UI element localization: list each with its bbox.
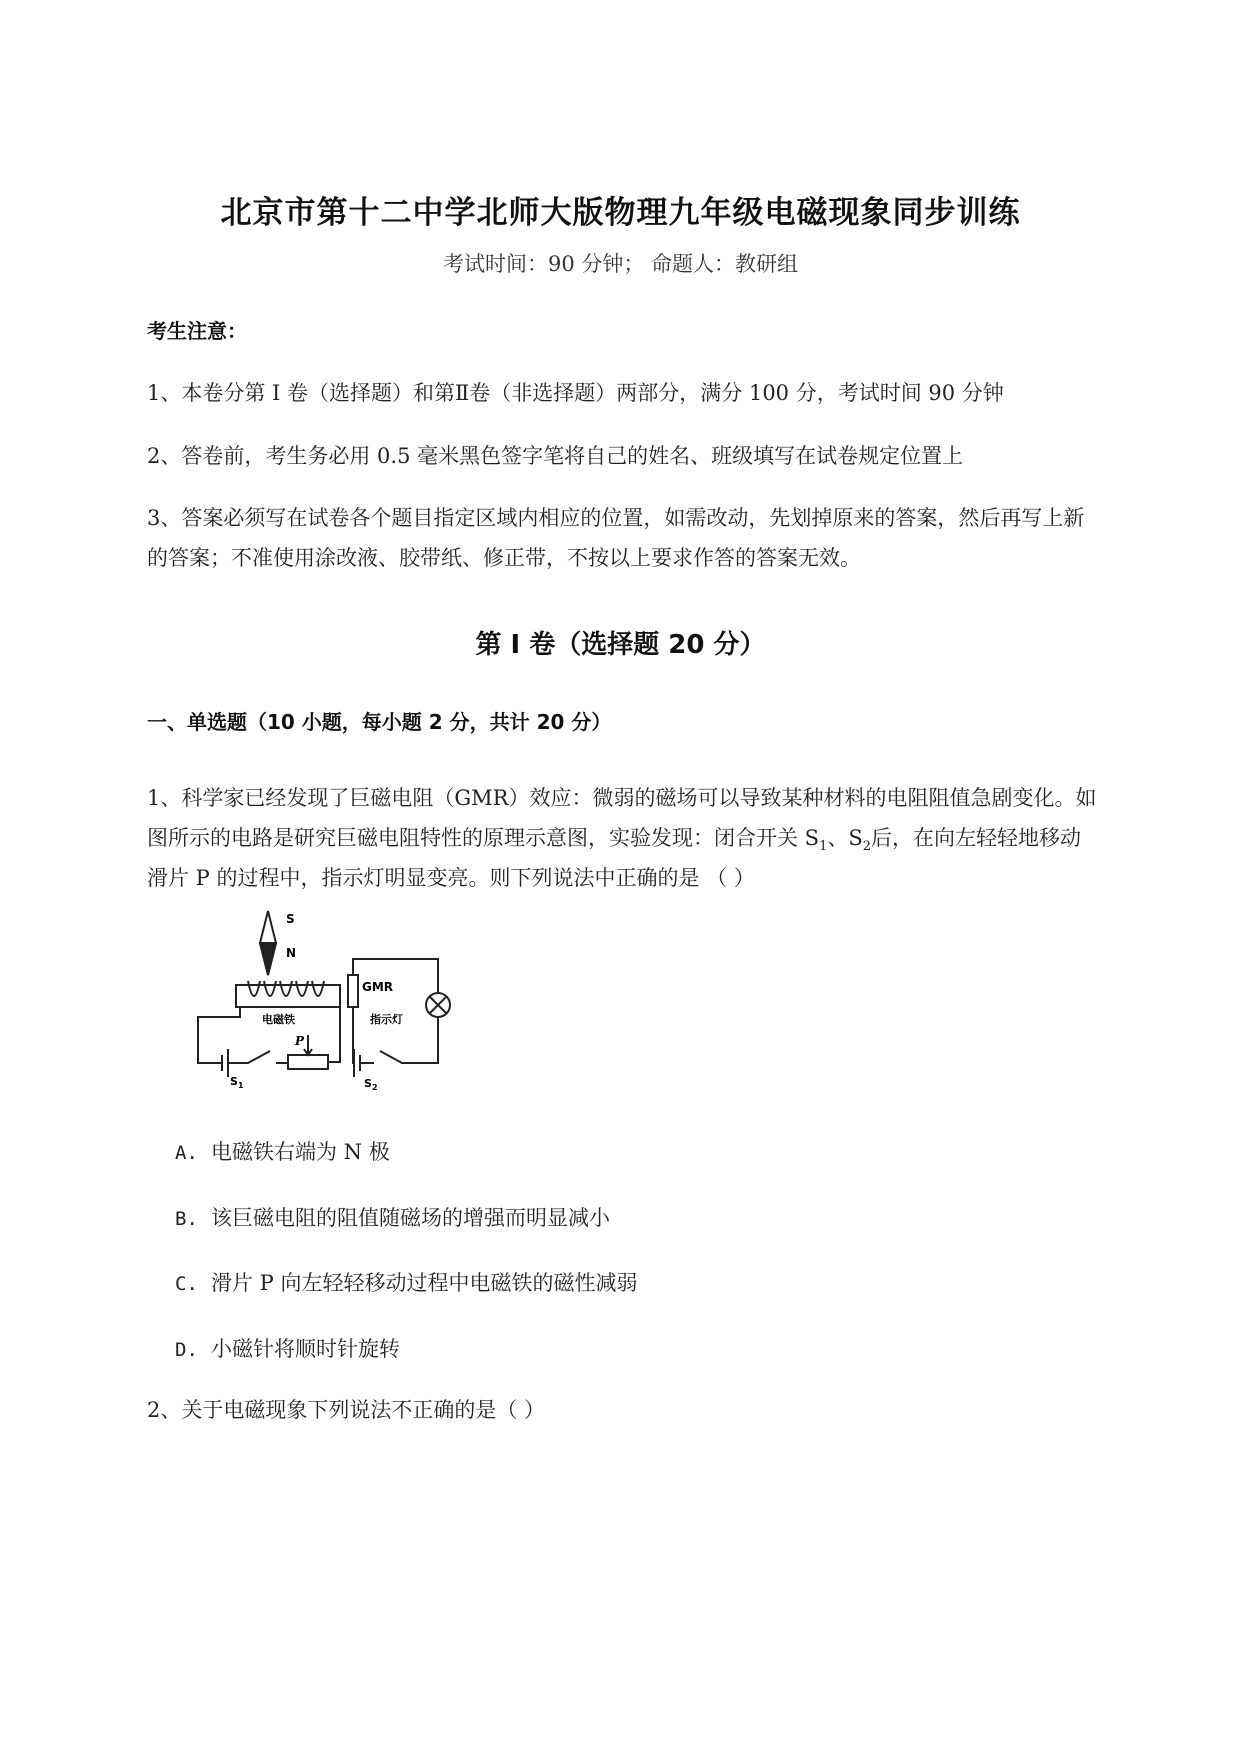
question-2-line-1: 2、关于电磁现象下列说法不正确的是（ ） <box>147 1398 546 1422</box>
option-c[interactable]: C. 滑片 P 向左轻轻移动过程中电磁铁的磁性减弱 <box>175 1271 638 1295</box>
label-gmr: GMR <box>362 980 394 994</box>
page-title: 北京市第十二中学北师大版物理九年级电磁现象同步训练 <box>220 195 1021 231</box>
gmr-resistor <box>348 975 358 1007</box>
label-s1: $S_1$ <box>230 1075 244 1090</box>
option-a[interactable]: A. 电磁铁右端为 N 极 <box>175 1140 390 1164</box>
electromagnet-core <box>236 985 340 1007</box>
slider-p-arrow-icon <box>304 1035 312 1055</box>
part-heading: 一、单选题（10 小题，每小题 2 分，共计 20 分） <box>147 710 612 734</box>
notice-item-3: 3、答案必须写在试卷各个题目指定区域内相应的位置，如需改动，先划掉原来的答案，然后再写上新 <box>147 506 1085 530</box>
rheostat <box>288 1055 328 1069</box>
label-electromagnet: 电磁铁 <box>262 1013 295 1026</box>
section-title: 第 I 卷（选择题 20 分） <box>475 630 766 660</box>
label-p: P <box>295 1034 305 1048</box>
circuit-diagram <box>170 905 470 1095</box>
option-b[interactable]: B. 该巨磁电阻的阻值随磁场的增强而明显减小 <box>175 1206 610 1230</box>
option-d[interactable]: D. 小磁针将顺时针旋转 <box>175 1337 400 1361</box>
question-1-line-2: 图所示的电路是研究巨磁电阻特性的原理示意图，实验发现：闭合开关 $S_1$、$S_2$后，在向左轻轻地移动 <box>147 826 1082 855</box>
label-s2: $S_2$ <box>364 1077 378 1092</box>
notice-item-2: 2、答卷前，考生务必用 0.5 毫米黑色签字笔将自己的姓名、班级填写在试卷规定位置上 <box>147 444 964 468</box>
notice-heading: 考生注意： <box>147 319 247 343</box>
label-indicator-lamp: 指示灯 <box>370 1013 403 1026</box>
label-n: N <box>286 946 297 960</box>
question-1-line-1: 1、科学家已经发现了巨磁电阻（GMR）效应：微弱的磁场可以导致某种材料的电阻阻值急剧变化。如 <box>147 786 1097 810</box>
exam-info: 考试时间：90 分钟； 命题人：教研组 <box>442 252 799 276</box>
label-s: S <box>286 912 295 926</box>
question-1-line-3: 滑片 P 的过程中，指示灯明显变亮。则下列说法中正确的是 （ ） <box>147 866 755 890</box>
notice-item-1: 1、本卷分第 I 卷（选择题）和第Ⅱ卷（非选择题）两部分，满分 100 分，考试时间 90 分钟 <box>147 381 1004 405</box>
notice-item-3-cont: 的答案；不准使用涂改液、胶带纸、修正带，不按以上要求作答的答案无效。 <box>147 546 861 570</box>
coil-icon <box>248 981 324 996</box>
